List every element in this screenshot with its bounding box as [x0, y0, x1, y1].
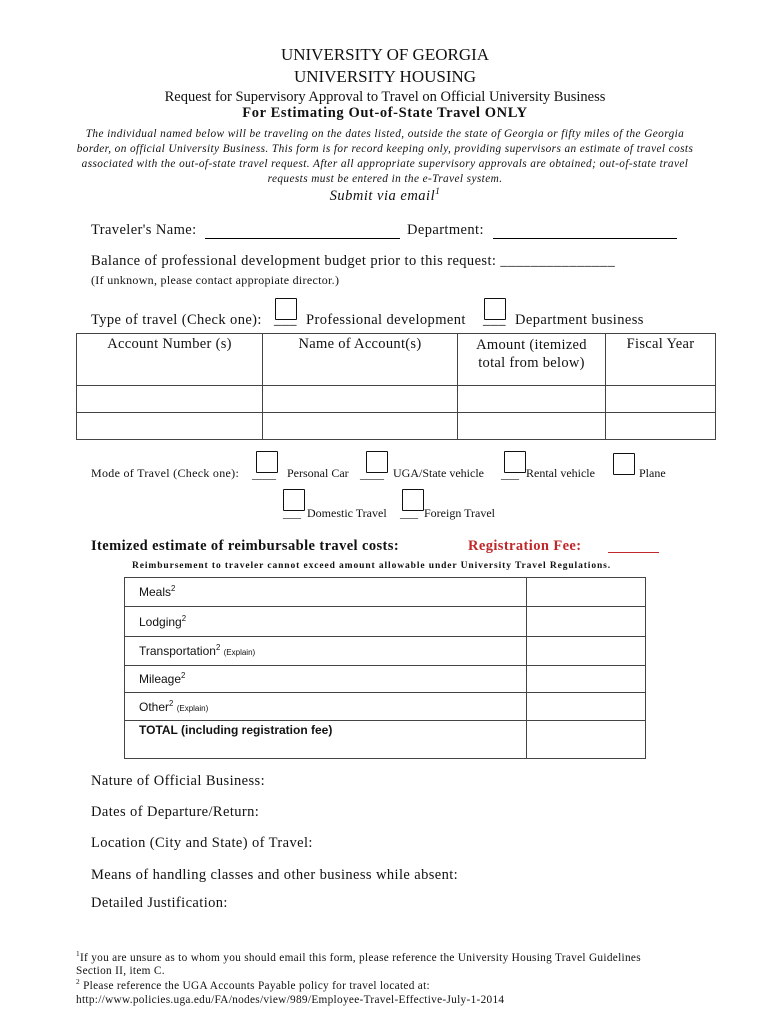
department-label: Department: [407, 222, 484, 238]
total-amount[interactable] [527, 721, 646, 759]
footnote-1: $^1$If you are unsure as to whom you should email this form, please reference the University Housing Travel Guidelines Section II, item C. [76, 949, 641, 977]
means-question: Means of handling classes and other business while absent: [91, 867, 459, 883]
table-row [125, 607, 646, 637]
domestic-travel-label: Domestic Travel [307, 506, 387, 520]
table-row [77, 386, 716, 413]
lodging-amount[interactable] [527, 607, 646, 637]
table-row [125, 666, 646, 693]
nature-question: Nature of Official Business: [91, 773, 266, 789]
table-row [125, 721, 646, 759]
location-question: Location (City and State) of Travel: [91, 835, 313, 851]
itemized-title: Itemized estimate of reimbursable travel costs: [91, 538, 400, 554]
account-name-cell[interactable] [263, 386, 458, 413]
table-row [77, 413, 716, 440]
budget-field[interactable]: _______________ [500, 253, 616, 269]
meals-label: Meals$^2$ [125, 578, 527, 607]
mileage-label: Mileage$^2$ [125, 666, 527, 693]
dash: ____ [252, 467, 276, 481]
account-number-cell[interactable] [77, 413, 263, 440]
fiscal-year-cell[interactable] [606, 386, 716, 413]
lodging-label: Lodging$^2$ [125, 607, 527, 637]
professional-development-label: Professional development [306, 312, 466, 328]
department-business-label: Department business [515, 312, 644, 328]
table-row [125, 637, 646, 666]
transportation-amount[interactable] [527, 637, 646, 666]
intro-paragraph: The individual named below will be traveling on the dates listed, outside the state of Georgia or fifty miles of the Georgia border, on official University Business. This form is for record keeping only, providing supervisors an estimate of travel costs associated with the out-of-state travel request. After all appropriate supervisory approvals are obtained; out-of-state travel requests must be entered in the e-Travel system. [76, 128, 694, 185]
budget-label: Balance of professional development budget prior to this request: _______________ [91, 253, 616, 269]
account-name-header: Name of Account(s) [263, 334, 458, 386]
account-name-cell[interactable] [263, 413, 458, 440]
dates-question: Dates of Departure/Return: [91, 804, 260, 820]
footnote-2: $^2$ Please reference the UGA Accounts Payable policy for travel located at: [76, 977, 430, 992]
personal-car-label: Personal Car [287, 466, 349, 480]
foreign-travel-label: Foreign Travel [424, 506, 496, 520]
dash: ___ [283, 506, 301, 520]
table-row [125, 693, 646, 721]
mileage-amount[interactable] [527, 666, 646, 693]
uga-vehicle-label: UGA/State vehicle [393, 466, 484, 480]
traveler-name-field[interactable] [205, 224, 400, 239]
fiscal-year-header: Fiscal Year [606, 334, 716, 386]
budget-note: (If unknown, please contact appropiate director.) [91, 273, 340, 287]
plane-label: Plane [639, 466, 666, 480]
form-title: Request for Supervisory Approval to Travel on Official University Business [164, 89, 606, 105]
amount-cell[interactable] [458, 386, 606, 413]
account-number-cell[interactable] [77, 386, 263, 413]
fiscal-year-cell[interactable] [606, 413, 716, 440]
other-label: Other$^2$ (Explain) [125, 693, 527, 721]
itemized-note: Reimbursement to traveler cannot exceed amount allowable under University Travel Regulations. [132, 561, 612, 571]
department-title: UNIVERSITY HOUSING [293, 67, 477, 86]
justification-question: Detailed Justification: [91, 895, 228, 911]
total-label: TOTAL (including registration fee) [125, 721, 527, 759]
table-header-row [77, 334, 716, 386]
registration-fee-field[interactable] [608, 552, 659, 553]
mode-label: Mode of Travel (Check one): [91, 466, 240, 480]
dash: ____ [360, 467, 384, 481]
university-title: UNIVERSITY OF GEORGIA [280, 45, 490, 64]
account-number-header: Account Number (s) [77, 334, 263, 386]
meals-amount[interactable] [527, 578, 646, 607]
dash: ___ [501, 467, 519, 481]
rental-vehicle-label: Rental vehicle [526, 466, 595, 480]
amount-header: Amount (itemized total from below) [458, 334, 606, 386]
itemized-table [124, 577, 646, 759]
dash: ___ [483, 312, 506, 328]
department-field[interactable] [493, 224, 677, 239]
other-amount[interactable] [527, 693, 646, 721]
transportation-label: Transportation$^2$ (Explain) [125, 637, 527, 666]
policy-link[interactable]: http://www.policies.uga.edu/FA/nodes/view/989/Employee-Travel-Effective-July-1-2014 [76, 994, 505, 1006]
dash: ___ [400, 506, 418, 520]
travel-type-label: Type of travel (Check one): [91, 312, 262, 328]
dash: ___ [274, 312, 297, 328]
submit-instruction: Submit via email$^1$ [329, 187, 441, 204]
accounts-table [76, 333, 716, 440]
amount-cell[interactable] [458, 413, 606, 440]
form-subtitle: For Estimating Out-of-State Travel ONLY [242, 105, 528, 121]
table-row [125, 578, 646, 607]
traveler-name-label: Traveler's Name: [91, 222, 197, 238]
registration-fee-label: Registration Fee: [468, 538, 582, 554]
plane-checkbox[interactable] [613, 453, 635, 475]
